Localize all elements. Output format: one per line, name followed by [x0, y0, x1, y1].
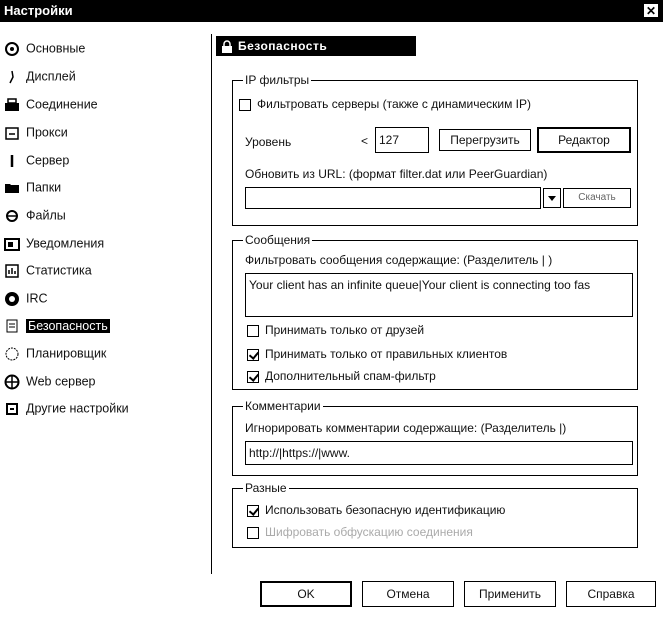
sidebar-item-server[interactable] — [4, 150, 69, 170]
sidebar-item-label: Статистика — [26, 263, 92, 278]
sidebar-item-label: Web сервер — [26, 374, 96, 389]
only-valid-clients-checkbox[interactable] — [247, 349, 259, 361]
cancel-button[interactable]: Отмена — [362, 581, 454, 607]
obfuscation-row[interactable] — [247, 525, 473, 539]
url-dropdown-button[interactable] — [543, 188, 561, 208]
web-icon — [4, 374, 20, 390]
sidebar-item-files[interactable] — [4, 205, 66, 225]
lock-icon — [4, 318, 20, 334]
level-input[interactable]: 127 — [375, 127, 429, 153]
sidebar-item-notifications[interactable] — [4, 233, 104, 253]
secure-ident-label: Использовать безопасную идентификацию — [265, 503, 506, 517]
obfuscation-checkbox[interactable] — [247, 527, 259, 539]
filter-servers-checkbox[interactable] — [239, 99, 251, 111]
sidebar-item-label: Сервер — [26, 153, 70, 168]
secure-ident-checkbox[interactable] — [247, 505, 259, 517]
download-button[interactable]: Скачать — [563, 188, 631, 208]
ignore-comments-input[interactable]: http://|https://|www. — [245, 441, 633, 465]
sidebar-item-label: Файлы — [26, 208, 66, 223]
secure-ident-row[interactable] — [247, 503, 505, 517]
panel-title: Безопасность — [238, 39, 328, 53]
ip-filters-group — [232, 73, 638, 226]
url-input[interactable] — [245, 187, 541, 209]
group-title: Разные — [245, 481, 287, 495]
comments-group — [232, 399, 638, 476]
proxy-icon — [4, 125, 20, 141]
sidebar-item-label: Безопасность — [28, 318, 108, 333]
only-valid-clients-row[interactable] — [247, 347, 507, 361]
messages-group — [232, 233, 638, 390]
irc-icon — [4, 291, 20, 307]
server-icon — [4, 153, 20, 169]
connection-icon — [4, 97, 20, 113]
sidebar-item-label: Соединение — [26, 97, 98, 112]
only-friends-row[interactable] — [247, 323, 424, 337]
scheduler-icon — [4, 346, 20, 362]
close-icon: ✕ — [645, 4, 657, 18]
sidebar-item-label: IRC — [26, 291, 48, 306]
sidebar-item-web-server[interactable] — [4, 371, 96, 391]
ok-button[interactable]: OK — [260, 581, 352, 607]
ignore-comments-label: Игнорировать комментарии содержащие: (Разделитель |) — [245, 421, 567, 435]
misc-group — [232, 481, 638, 548]
filter-messages-input[interactable]: Your client has an infinite queue|Your client is connecting too fas — [245, 273, 633, 317]
spam-filter-row[interactable] — [247, 369, 436, 383]
sidebar-item-label: Планировщик — [26, 346, 107, 361]
sidebar-item-display[interactable] — [4, 66, 76, 86]
only-friends-checkbox[interactable] — [247, 325, 259, 337]
filter-servers-label: Фильтровать серверы (также с динамическим IP) — [257, 97, 532, 111]
group-title: Сообщения — [245, 233, 311, 247]
sidebar-item-general[interactable] — [4, 38, 85, 58]
only-valid-clients-label: Принимать только от правильных клиентов — [265, 347, 508, 361]
sidebar-item-connection[interactable] — [4, 94, 98, 114]
spam-filter-label: Дополнительный спам-фильтр — [265, 369, 436, 383]
group-title: IP фильтры — [245, 73, 310, 87]
editor-button[interactable]: Редактор — [537, 127, 631, 153]
display-icon — [4, 69, 20, 85]
sidebar-item-other-settings[interactable] — [4, 398, 129, 418]
sidebar-item-label: Прокси — [26, 125, 68, 140]
filter-messages-label: Фильтровать сообщения содержащие: (Разделитель | ) — [245, 253, 553, 267]
title-bar — [0, 0, 663, 22]
sidebar-item-label: Уведомления — [26, 236, 105, 251]
sidebar — [0, 34, 212, 574]
sidebar-item-label: Основные — [26, 41, 86, 56]
help-button[interactable]: Справка — [566, 581, 656, 607]
sidebar-item-security[interactable] — [4, 315, 110, 335]
other-icon — [4, 401, 20, 417]
spam-filter-checkbox[interactable] — [247, 371, 259, 383]
sidebar-item-folders[interactable] — [4, 177, 61, 197]
statistics-icon — [4, 263, 20, 279]
sidebar-item-label: Дисплей — [26, 69, 76, 84]
folder-icon — [4, 180, 20, 196]
sidebar-item-label: Другие настройки — [26, 401, 129, 416]
apply-button[interactable]: Применить — [464, 581, 556, 607]
sidebar-item-proxy[interactable] — [4, 122, 68, 142]
window-title: Настройки — [4, 3, 73, 18]
notification-icon — [4, 236, 20, 252]
update-url-label: Обновить из URL: (формат filter.dat или PeerGuardian) — [245, 167, 548, 181]
sidebar-item-statistics[interactable] — [4, 260, 92, 280]
gear-icon — [4, 41, 20, 57]
obfuscation-label: Шифровать обфускацию соединения — [265, 525, 473, 539]
sidebar-item-scheduler[interactable] — [4, 343, 106, 363]
group-title: Комментарии — [245, 399, 321, 413]
panel-header — [216, 36, 416, 56]
lock-icon — [220, 40, 234, 54]
level-arrow[interactable]: < — [361, 134, 369, 148]
sidebar-item-label: Папки — [26, 180, 62, 195]
reload-button[interactable]: Перегрузить — [439, 129, 531, 151]
filter-servers-row[interactable] — [239, 97, 531, 111]
files-icon — [4, 208, 20, 224]
level-label: Уровень — [245, 135, 292, 149]
only-friends-label: Принимать только от друзей — [265, 323, 425, 337]
close-button[interactable] — [643, 3, 659, 18]
sidebar-item-irc[interactable] — [4, 288, 48, 308]
